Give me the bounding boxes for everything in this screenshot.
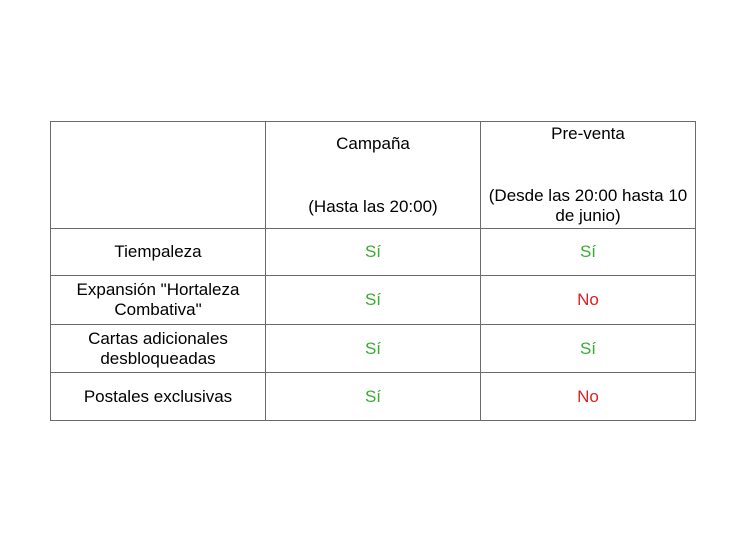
presale-value-cell: Sí xyxy=(481,229,696,276)
header-campaign-cell xyxy=(266,122,481,229)
table-row xyxy=(51,276,696,325)
feature-cell: Cartas adicionales desbloqueadas xyxy=(51,325,266,373)
feature-cell: Postales exclusivas xyxy=(51,373,266,421)
feature-cell: Expansión "Hortaleza Combativa" xyxy=(51,276,266,325)
table-header-row xyxy=(51,122,696,229)
campaign-value-cell: Sí xyxy=(266,325,481,373)
comparison-table xyxy=(50,121,696,421)
campaign-value-cell: Sí xyxy=(266,229,481,276)
presale-value-cell: Sí xyxy=(481,325,696,373)
table-row xyxy=(51,229,696,276)
presale-value-cell: No xyxy=(481,276,696,325)
feature-cell: Tiempaleza xyxy=(51,229,266,276)
presale-value-cell: No xyxy=(481,373,696,421)
campaign-subtitle: (Hasta las 20:00) xyxy=(308,197,438,216)
header-empty-cell xyxy=(51,122,266,229)
campaign-title: Campaña xyxy=(336,134,410,153)
header-presale-cell xyxy=(481,122,696,229)
table-row xyxy=(51,373,696,421)
table-row xyxy=(51,325,696,373)
presale-subtitle: (Desde las 20:00 hasta 10 de junio) xyxy=(488,186,688,225)
campaign-value-cell: Sí xyxy=(266,276,481,325)
campaign-value-cell: Sí xyxy=(266,373,481,421)
presale-title: Pre-venta xyxy=(551,124,625,143)
